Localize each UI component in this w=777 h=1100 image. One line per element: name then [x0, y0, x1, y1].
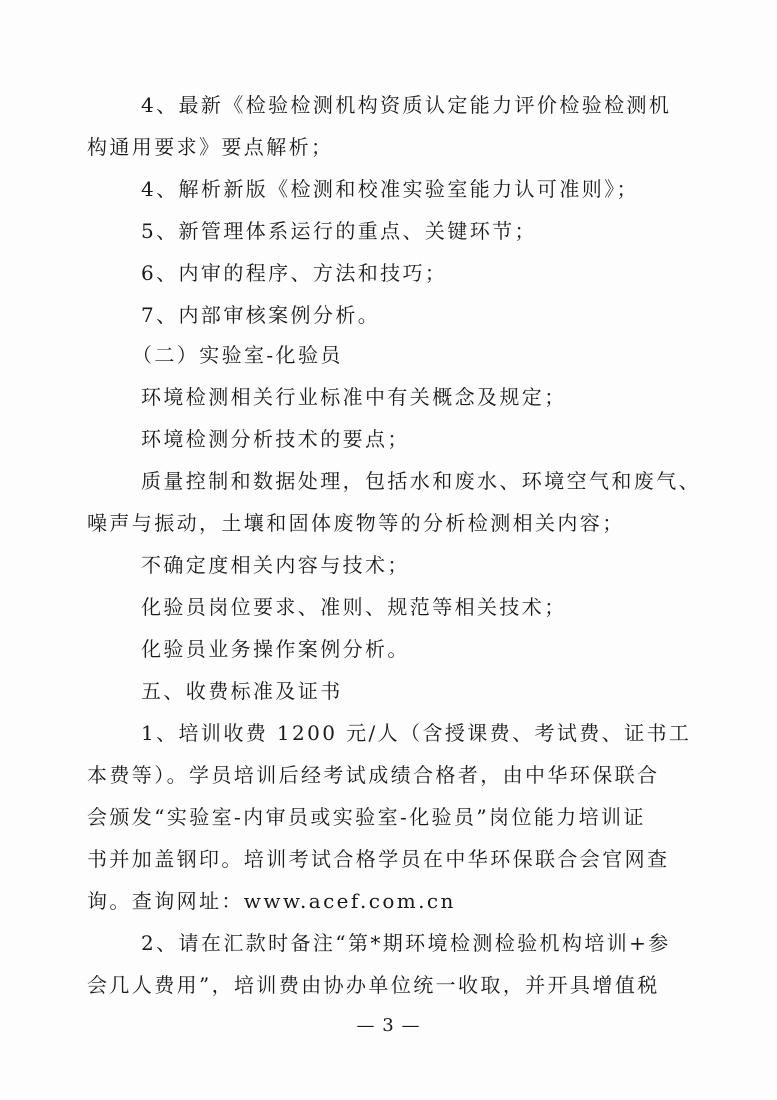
text-line: 化验员业务操作案例分析。: [141, 637, 410, 661]
section-heading: 五、收费标准及证书: [141, 679, 343, 703]
text-line: 2、请在汇款时备注“第*期环境检测检验机构培训+参: [141, 931, 671, 955]
text-line: 书并加盖钢印。培训考试合格学员在中华环保联合会官网查: [87, 847, 670, 871]
text-line: 4、解析新版《检测和校准实验室能力认可准则》；: [141, 177, 639, 201]
text-line: 环境检测分析技术的要点；: [141, 427, 410, 451]
text-line: 构通用要求》要点解析；: [87, 135, 334, 159]
text-line: 5、新管理体系运行的重点、关键环节；: [141, 219, 537, 243]
text-line: 6、内审的程序、方法和技巧；: [141, 261, 448, 285]
page-number: — 3 —: [356, 1015, 421, 1036]
text-line: 会几人费用”，培训费由协办单位统一收取，并开具增值税: [87, 973, 660, 997]
text-line: 环境检测相关行业标准中有关概念及规定；: [141, 385, 567, 409]
text-line: 化验员岗位要求、准则、规范等相关技术；: [141, 595, 567, 619]
text-line: 噪声与振动，土壤和固体废物等的分析检测相关内容；: [87, 511, 625, 535]
text-line: 7、内部审核案例分析。: [141, 303, 381, 327]
text-line: 4、最新《检验检测机构资质认定能力评价检验检测机: [141, 93, 672, 117]
text-line: 询。查询网址：www.acef.com.cn: [87, 889, 456, 913]
text-line: 不确定度相关内容与技术；: [141, 553, 410, 577]
section-heading: （二）实验室-化验员: [132, 343, 343, 367]
text-line: 本费等）。学员培训后经考试成绩合格者，由中华环保联合: [87, 763, 660, 787]
text-line: 会颁发“实验室-内审员或实验室-化验员”岗位能力培训证: [87, 805, 646, 829]
text-line: 1、培训收费 1200 元/人（含授课费、考试费、证书工: [141, 721, 692, 745]
text-line: 质量控制和数据处理，包括水和废水、环境空气和废气、: [141, 469, 701, 493]
